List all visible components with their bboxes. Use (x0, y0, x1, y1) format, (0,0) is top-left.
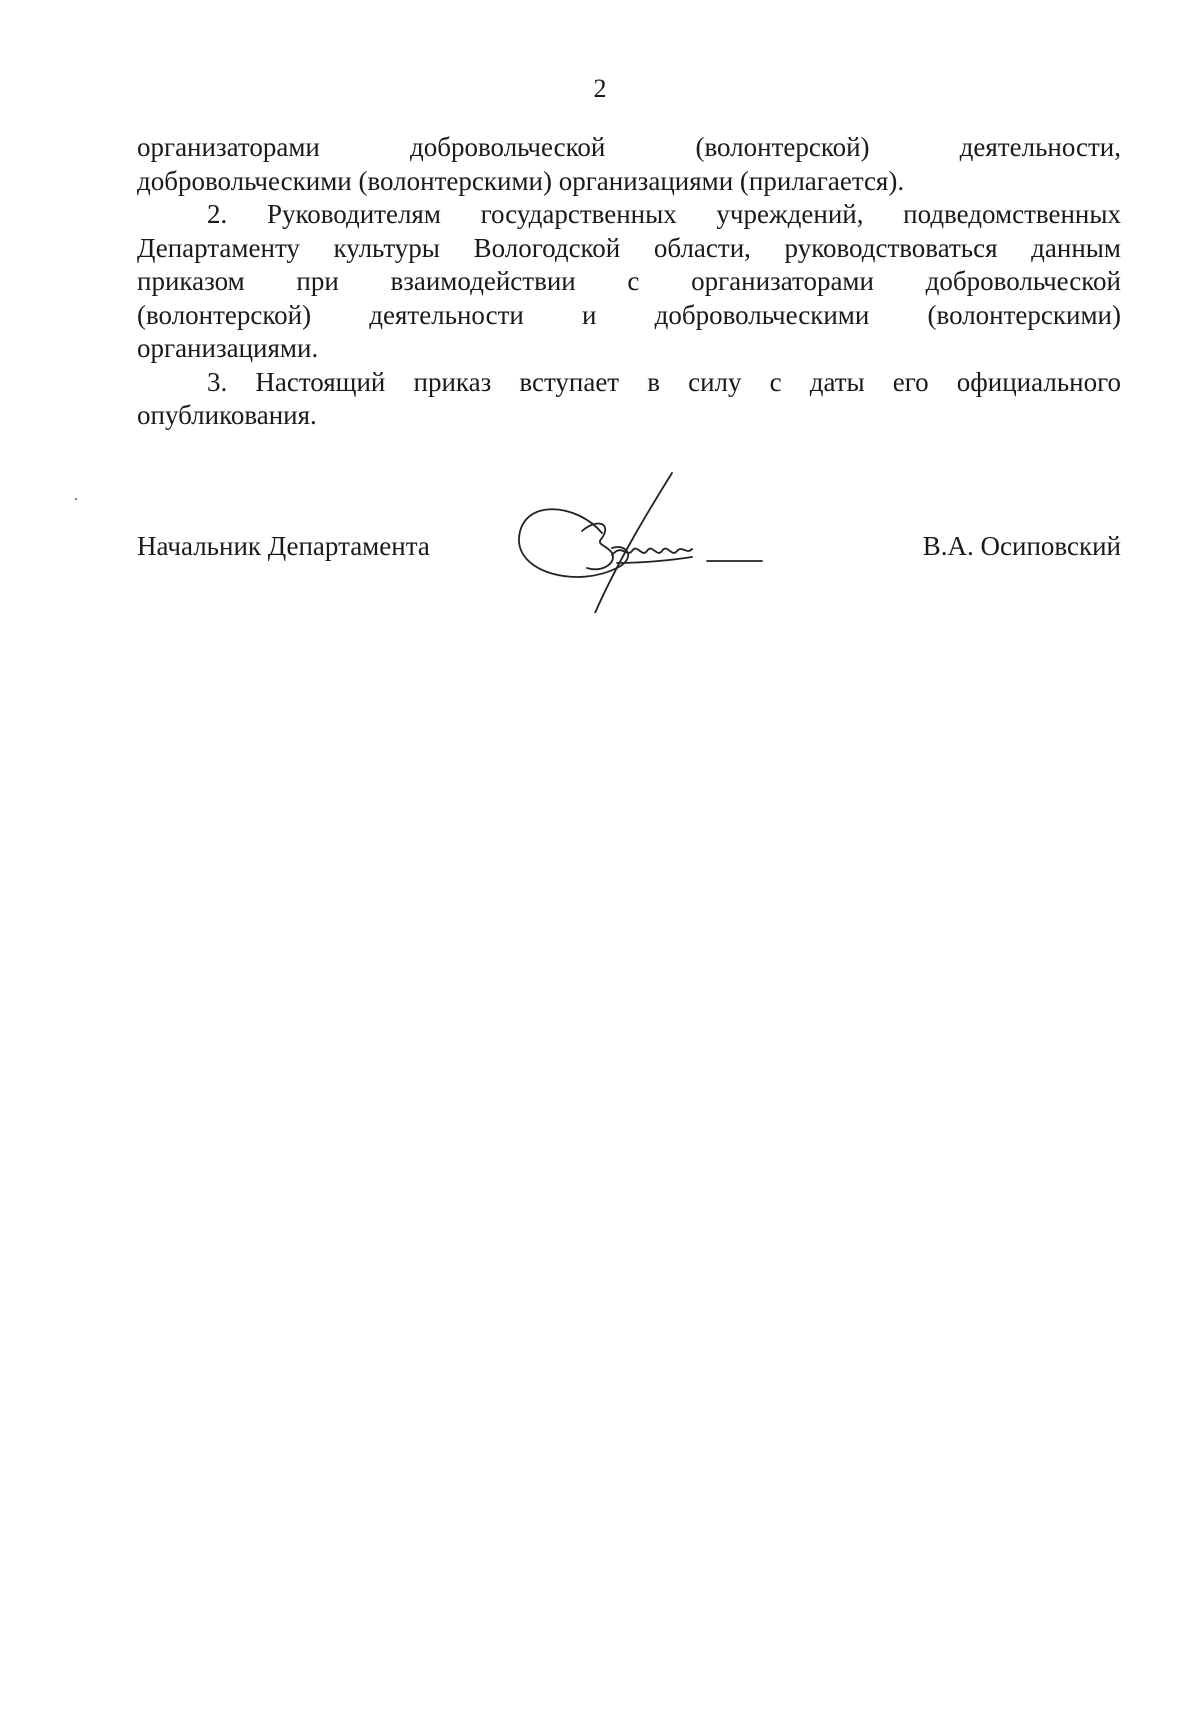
paragraph-2 (137, 198, 1121, 366)
paragraph-3 (137, 366, 1121, 433)
signatory-position: Начальник Департамента (137, 531, 430, 561)
text-line: Департаменту культуры Вологодской области, руководствоваться данным (137, 232, 1121, 263)
text-line: (волонтерской) деятельности и добровольческими (волонтерскими) (137, 299, 1121, 330)
page-number: 2 (593, 74, 607, 103)
paragraph-1-continuation (137, 131, 1121, 198)
document-body (137, 131, 1121, 433)
text-line: приказом при взаимодействии с организаторами добровольческой (137, 266, 1121, 296)
text-line: организациями. (137, 333, 319, 363)
signature-block (137, 518, 1121, 618)
text-line: опубликования. (137, 400, 317, 430)
handwritten-signature (507, 463, 777, 613)
text-line: организаторами добровольческой (волонтерской) деятельности, (137, 132, 1121, 162)
text-line: добровольческими (волонтерскими) организациями (прилагается). (137, 165, 905, 196)
signatory-name: В.А. Осиповский (922, 531, 1121, 561)
scan-speck (75, 498, 77, 500)
text-line: 2. Руководителям государственных учреждений, подведомственных (207, 199, 1121, 229)
text-line: 3. Настоящий приказ вступает в силу с даты его официального (207, 366, 1121, 397)
